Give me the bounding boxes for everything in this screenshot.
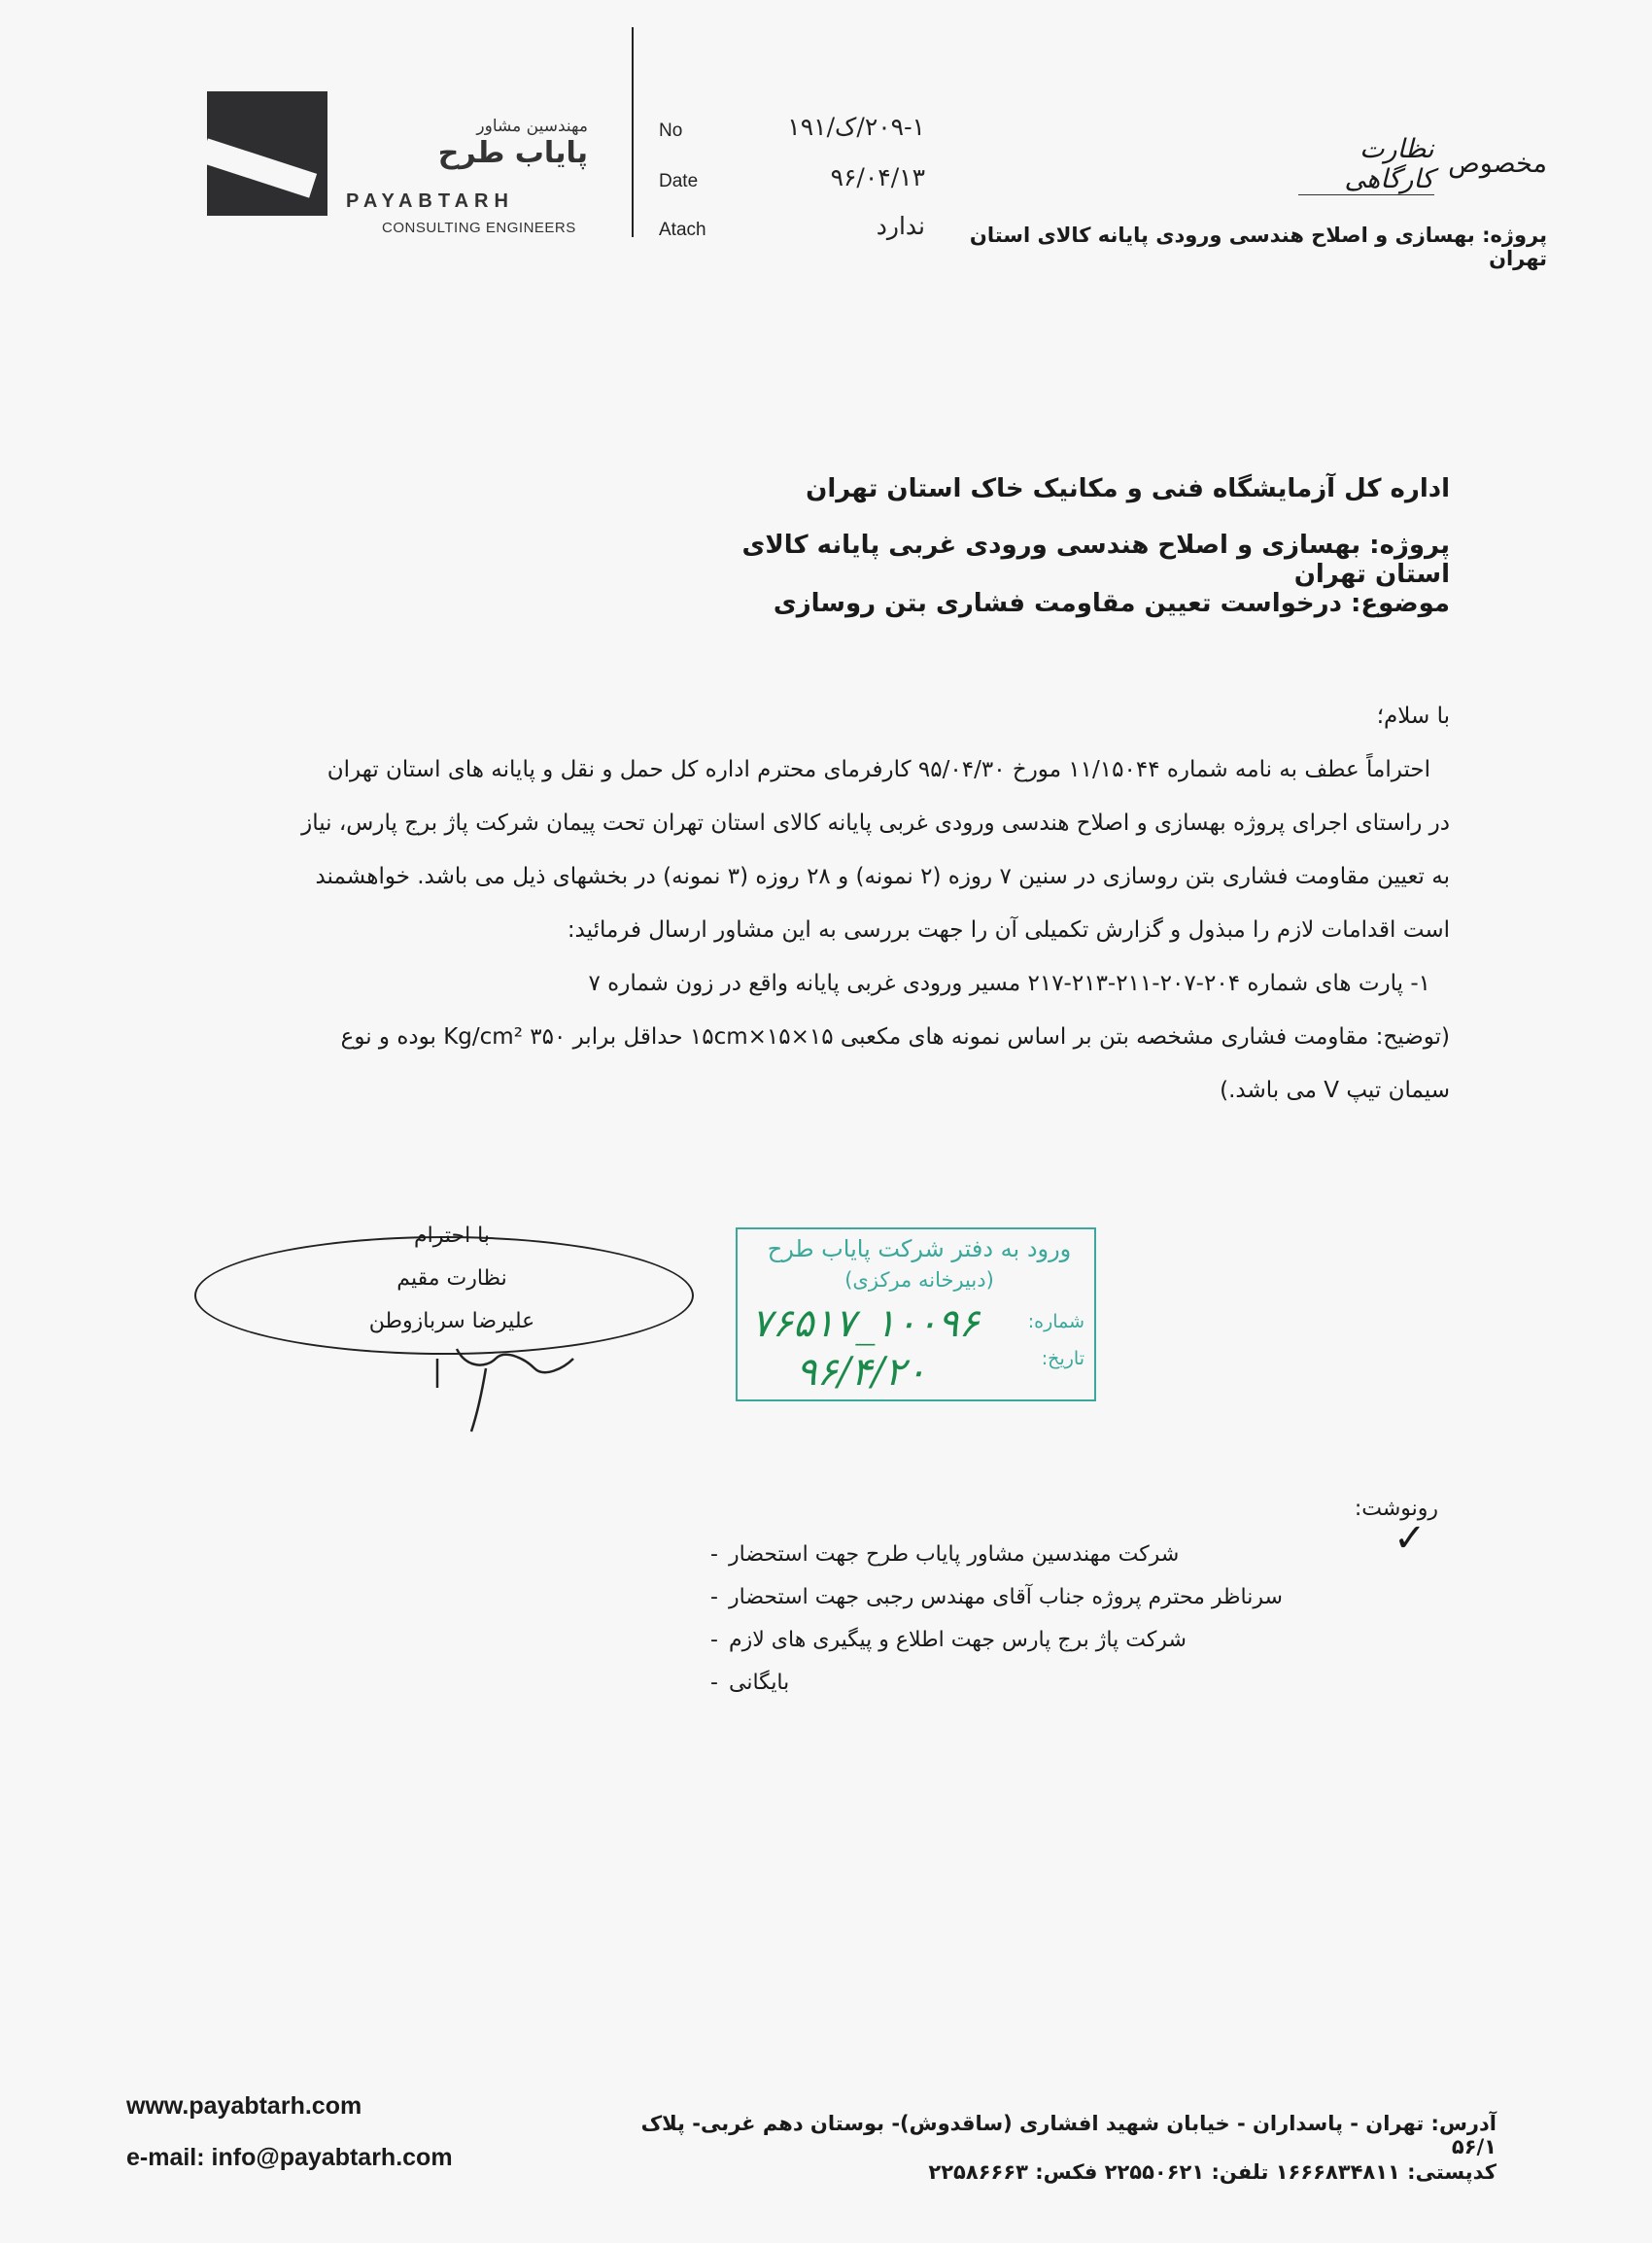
- confidential-handwritten: نظارت کارگاهی: [1344, 134, 1434, 194]
- footer-phones: کدپستی: ۱۶۶۶۸۳۴۸۱۱ تلفن: ۲۲۵۵۰۶۲۱ فکس: ۲۲۵۸۶۶۶۳: [928, 2160, 1497, 2184]
- letter-attachment-value: ندارد: [876, 212, 925, 240]
- letter-number-label: No: [659, 121, 683, 141]
- signature-name: علیرضا سربازوطن: [368, 1309, 535, 1333]
- cc-item-text: شرکت مهندسین مشاور پایاب طرح جهت استحضار: [729, 1542, 1180, 1567]
- logo-title-fa: پایاب طرح: [437, 136, 588, 170]
- stamp-date: ۹۶/۴/۲۰: [796, 1350, 927, 1395]
- letter-subject: موضوع: درخواست تعیین مقاومت فشاری بتن روسازی: [773, 589, 1450, 618]
- cc-item: [680, 1662, 1388, 1705]
- letter-number-value: ۲۰۹-۱/ک/۱۹۱: [787, 113, 925, 141]
- header-project-line: پروژه: بهسازی و اصلاح هندسی ورودی پایانه کالای استان تهران: [969, 224, 1547, 270]
- stamp-number: ۱۰۰۹۶_۷۶۵۱۷: [751, 1301, 980, 1346]
- stamp-date-label: تاریخ:: [1041, 1348, 1084, 1369]
- letter-date-label: Date: [659, 171, 699, 191]
- confidential-line: [1108, 134, 1547, 195]
- logo-title-en: PAYABTARH: [346, 190, 514, 212]
- letter-attachment-label: Atach: [659, 220, 706, 240]
- confidential-prefix: مخصوص: [1448, 149, 1547, 179]
- cc-item-text: بایگانی: [729, 1671, 790, 1695]
- logo-subtitle-fa: مهندسین مشاور: [476, 117, 588, 136]
- body-line: است اقدامات لازم را مبذول و گزارش تکمیلی آن را جهت بررسی به این مشاور ارسال فرمائید:: [567, 917, 1450, 943]
- body-line: به تعیین مقاومت فشاری بتن روسازی در سنین ۷ روزه (۲ نمونه) و ۲۸ روزه (۳ نمونه) در بخشهای ذیل می باشد. خواهشمند: [315, 864, 1450, 889]
- stamp-subtitle: (دبیرخانه مرکزی): [844, 1268, 994, 1292]
- signature-role: نظارت مقیم: [396, 1266, 507, 1291]
- addressee-to: اداره کل آزمایشگاه فنی و مکانیک خاک استان تهران: [806, 474, 1450, 503]
- body-line: احتراماً عطف به نامه شماره ۱۱/۱۵۰۴۴ مورخ ۹۵/۰۴/۳۰ کارفرمای محترم اداره کل حمل و نقل و پایانه های استان تهران: [327, 757, 1430, 782]
- logo-subtitle-en: CONSULTING ENGINEERS: [382, 220, 576, 236]
- check-mark-icon: ✓: [1394, 1516, 1427, 1561]
- greeting: با سلام؛: [1376, 704, 1450, 729]
- cc-item-text: شرکت پاژ برج پارس جهت اطلاع و پیگیری های لازم: [729, 1628, 1187, 1652]
- cc-list: [680, 1534, 1388, 1705]
- body-line-note: سیمان تیپ V می باشد.): [1220, 1078, 1450, 1103]
- letter-date-value: ۹۶/۰۴/۱۳: [830, 163, 925, 191]
- signature-regards: با احترام: [413, 1224, 491, 1248]
- cc-bullet: -: [710, 1585, 718, 1609]
- stamp-title: ورود به دفتر شرکت پایاب طرح: [767, 1235, 1072, 1262]
- body-line-item: ۱- پارت های شماره ۲۰۴-۲۰۷-۲۱۱-۲۱۳-۲۱۷ مسیر ورودی غربی پایانه واقع در زون شماره ۷: [588, 971, 1430, 996]
- company-logo-mark: [207, 91, 327, 216]
- cc-item-text: سرناظر محترم پروژه جناب آقای مهندس رجبی جهت استحضار: [729, 1585, 1283, 1609]
- signature-block: [321, 1215, 583, 1343]
- stamp-number-label: شماره:: [1027, 1311, 1084, 1332]
- footer-website-link[interactable]: www.payabtarh.com: [126, 2092, 362, 2120]
- cc-heading: رونوشت:: [1354, 1497, 1438, 1521]
- cc-item: [680, 1534, 1388, 1576]
- cc-bullet: -: [710, 1671, 718, 1695]
- body-line: در راستای اجرای پروژه بهسازی و اصلاح هندسی ورودی غربی پایانه کالای استان تهران تحت پیمان شرکت پاژ برج پارس، نیاز: [301, 811, 1450, 836]
- header-divider: [632, 27, 634, 237]
- cc-item: [680, 1619, 1388, 1662]
- addressee-project: پروژه: بهسازی و اصلاح هندسی ورودی غربی پایانه کالای استان تهران: [741, 531, 1450, 589]
- footer-address: آدرس: تهران - پاسداران - خیابان شهید افشاری (ساقدوش)- بوستان دهم غربی- پلاک ۵۶/۱: [640, 2112, 1497, 2158]
- body-line-note: (توضیح: مقاومت فشاری مشخصه بتن بر اساس نمونه های مکعبی ۱۵cm×۱۵×۱۵ حداقل برابر ۳۵۰ Kg/cm² بوده و نوع: [340, 1024, 1450, 1050]
- confidential-underline: [1298, 134, 1434, 195]
- letter-body: [185, 690, 1450, 1118]
- cc-item: [680, 1576, 1388, 1619]
- footer-email-link[interactable]: e-mail: info@payabtarh.com: [126, 2144, 453, 2171]
- cc-bullet: -: [710, 1628, 718, 1652]
- cc-bullet: -: [710, 1542, 718, 1567]
- handwritten-signature: [428, 1329, 602, 1436]
- registry-stamp: [736, 1227, 1096, 1401]
